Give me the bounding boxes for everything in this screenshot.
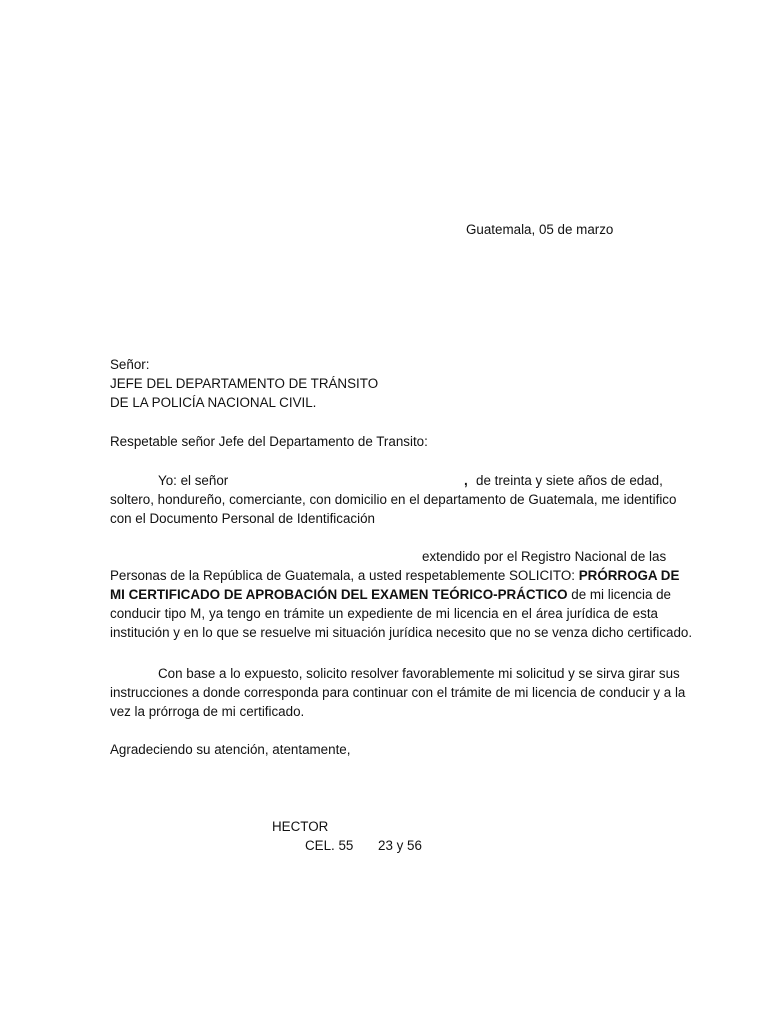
para1-line6-text: de mi licencia de [571, 587, 672, 602]
recipient-title-line1: JEFE DEL DEPARTAMENTO DE TRÁNSITO [110, 376, 379, 391]
para2-line1 [110, 664, 680, 683]
para1-line5 [110, 566, 680, 585]
para1-line7: conducir tipo M, ya tengo en trámite un expediente de mi licencia en el área jurídica de esta [110, 606, 658, 621]
para2-line2: instrucciones a donde corresponda para continuar con el trámite de mi licencia de conducir y a la [110, 685, 686, 700]
para1-line3: con el Documento Personal de Identificación [110, 511, 375, 526]
para1-line1-start: Yo: el señor [158, 473, 229, 488]
signature-cel-digits: 23 y 56 [378, 838, 422, 853]
paragraph-1-continued [110, 566, 693, 642]
para1-line2: soltero, hondureño, comerciante, con domicilio en el departamento de Guatemala, me identifico [110, 492, 677, 507]
para1-line1-comma: , [464, 473, 468, 488]
para1-line5-text: Personas de la República de Guatemala, a usted respetablemente SOLICITO: [110, 568, 575, 583]
para1-line4: extendido por el Registro Nacional de las [422, 549, 667, 564]
para1-line6 [110, 585, 672, 604]
date-line: Guatemala, 05 de marzo [466, 222, 614, 237]
para1-line6-bold: MI CERTIFICADO DE APROBACIÓN DEL EXAMEN TEÓRICO-PRÁCTICO [110, 587, 568, 602]
recipient-salutation: Señor: [110, 357, 150, 372]
para1-line8: institución y en lo que se resuelve mi situación jurídica necesito que no se venza dicho certificado. [110, 625, 693, 640]
para1-line5-bold: PRÓRROGA DE [578, 568, 680, 583]
paragraph-1 [110, 490, 677, 528]
signature-name: HECTOR [272, 819, 329, 834]
para2-line3: vez la prórroga de mi certificado. [110, 704, 305, 719]
para2-line1-text: Con base a lo expuesto, solicito resolver favorablemente mi solicitud y se sirva girar sus [158, 666, 680, 681]
recipient-title-line2: DE LA POLICÍA NACIONAL CIVIL. [110, 395, 317, 410]
greeting: Respetable señor Jefe del Departamento de Transito: [110, 434, 428, 449]
closing: Agradeciendo su atención, atentamente, [110, 742, 351, 757]
paragraph-2 [110, 664, 686, 721]
signature-cel-label: CEL. 55 [305, 838, 354, 853]
para1-line1-end: de treinta y siete años de edad, [476, 473, 663, 488]
